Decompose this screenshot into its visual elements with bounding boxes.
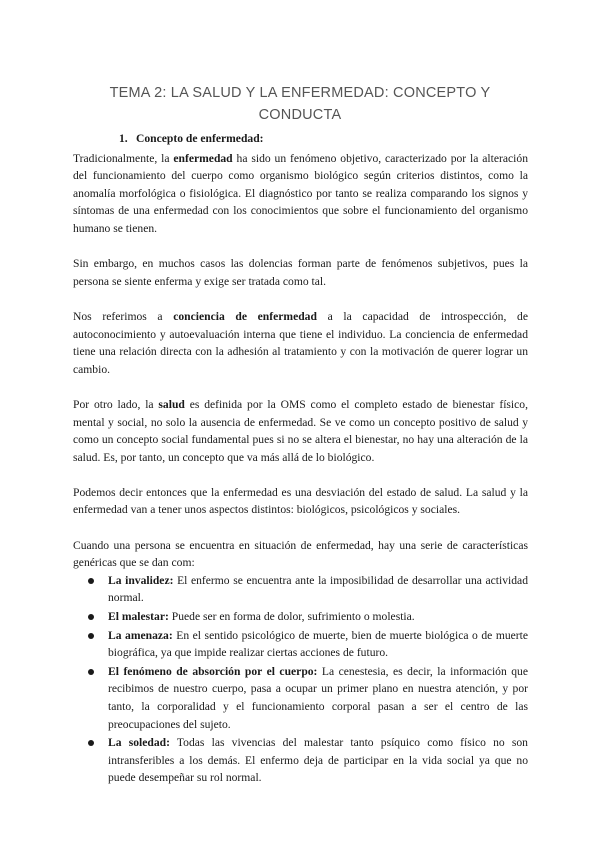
document-body bbox=[73, 130, 528, 788]
list-item-text: La cenestesia, es decir, la información que recibimos de nuestro cuerpo, pasa a ocupar un primer plano en nuestra atención, y por tanto, la corporalidad y el funcionamiento corporal pasan a ser el centro de las preocupaciones del sujeto. bbox=[108, 664, 528, 731]
list-item-term: El fenómeno de absorción por el cuerpo: bbox=[108, 664, 318, 678]
paragraph-conciencia bbox=[73, 308, 528, 378]
document-title: TEMA 2: LA SALUD Y LA ENFERMEDAD: CONCEPTO Y CONDUCTA bbox=[109, 84, 491, 123]
bullet-icon bbox=[88, 614, 94, 620]
bold-term: salud bbox=[158, 397, 185, 411]
paragraph-salud bbox=[73, 396, 528, 466]
bullet-icon bbox=[88, 633, 94, 639]
paragraph-text: a la capacidad de introspección, de autoconocimiento y autoevaluación interna que tiene el individuo. La conciencia de enfermedad tiene una relación directa con la adhesión al tratamiento y con la motivación de querer lograr un cambio. bbox=[73, 309, 528, 376]
paragraph-text: es definida por la OMS como el completo estado de bienestar físico, mental y social, no solo la ausencia de enfermedad. Se ve como un concepto positivo de salud y como un concepto social fundamental pues si no se altera el bienestar, no hay una alteración de la salud. Es, por tanto, un concepto que va más allá de lo biológico. bbox=[73, 397, 528, 464]
list-item bbox=[108, 663, 528, 733]
list-item-text: Todas las vivencias del malestar tanto psíquico como físico no son intransferibles a los demás. El enfermo deja de participar en la vida social ya que no puede desempeñar su rol normal. bbox=[108, 736, 528, 785]
list-item bbox=[108, 572, 528, 607]
bullet-icon bbox=[88, 578, 94, 584]
bold-term: enfermedad bbox=[173, 151, 233, 165]
section-number: 1. bbox=[119, 132, 128, 145]
section-heading bbox=[119, 130, 528, 148]
paragraph-text: Nos referimos a bbox=[73, 309, 174, 323]
bullet-icon bbox=[88, 669, 94, 675]
list-item-term: La invalidez: bbox=[108, 573, 174, 587]
list-item-term: La amenaza: bbox=[108, 628, 173, 642]
list-item-term: El malestar: bbox=[108, 610, 169, 624]
paragraph-subjetivos: Sin embargo, en muchos casos las dolencias forman parte de fenómenos subjetivos, pues la persona se siente enferma y exige ser tratada como tal. bbox=[73, 257, 528, 288]
bold-term: conciencia de enfermedad bbox=[173, 309, 317, 323]
paragraph-enfermedad bbox=[73, 150, 528, 238]
paragraph-text: Tradicionalmente, la bbox=[73, 151, 174, 165]
paragraph-text: ha sido un fenómeno objetivo, caracterizado por la alteración del funcionamiento del cuerpo como organismo biológico según criterios distintos, como la anomalía morfológica o fisiológica. El diagnóstico por tanto se realiza comparando los signos y síntomas de una enfermedad con los conocimientos que sobre el funcionamiento del organismo humano se tienen. bbox=[73, 151, 528, 235]
bullet-icon bbox=[88, 740, 94, 746]
section-heading-text: Concepto de enfermedad: bbox=[136, 132, 264, 145]
list-item bbox=[108, 608, 528, 626]
list-item bbox=[108, 627, 528, 662]
features-list bbox=[73, 572, 528, 787]
list-item bbox=[108, 734, 528, 787]
list-item-text: Puede ser en forma de dolor, sufrimiento o molestia. bbox=[168, 610, 415, 624]
paragraph-caracteristicas: Cuando una persona se encuentra en situación de enfermedad, hay una serie de características genéricas que se dan com: bbox=[73, 538, 528, 570]
list-item-term: La soledad: bbox=[108, 736, 170, 750]
list-item-text: El enfermo se encuentra ante la imposibilidad de desarrollar una actividad normal. bbox=[108, 573, 528, 605]
paragraph-text: Por otro lado, la bbox=[73, 397, 159, 411]
list-item-text: En el sentido psicológico de muerte, bien de muerte biológica o de muerte biográfica, ya que impide realizar ciertas acciones de futuro. bbox=[108, 628, 529, 660]
paragraph-desviacion: Podemos decir entonces que la enfermedad es una desviación del estado de salud. La salud y la enfermedad van a tener unos aspectos distintos: biológicos, psicológicos y sociales. bbox=[73, 485, 528, 517]
